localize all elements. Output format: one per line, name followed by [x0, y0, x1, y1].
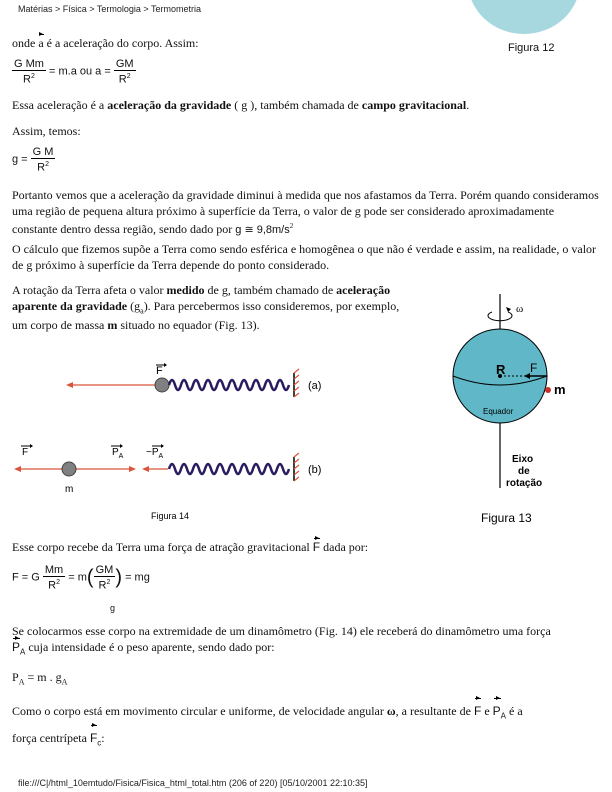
equator-label: Equador — [483, 407, 514, 416]
equation-force: F = G $\frac{Mm}{R^2}$ = m( $\frac{GM}{R^2}$ ) = mg — [12, 564, 150, 592]
equation-apparent-weight: $P_A = m$ . $g_A$ — [12, 670, 68, 687]
force-a-label: F — [156, 365, 163, 377]
dynamometer-a — [66, 363, 321, 397]
axis-label-1: Eixo — [512, 454, 534, 465]
mass-sphere-b — [62, 462, 76, 476]
label-a: (a) — [308, 380, 322, 392]
omega-label: ω — [516, 303, 524, 315]
footer-file-path: file:///C|/html_10emtudo/Fisica/Fisica_html_total.htm (206 of 220) [05/10/2001 22:10:35] — [18, 778, 368, 788]
paragraph-attraction-force: Esse corpo recebe da Terra uma força de atração gravitacional F dada por: — [12, 540, 369, 554]
label-b: (b) — [308, 464, 322, 476]
mass-sphere-a — [155, 378, 169, 392]
figure-12-earth-fragment — [468, 0, 580, 34]
pa-label: $P_A$ — [112, 447, 124, 460]
spring-b — [169, 464, 289, 474]
paragraph-earth-shape: O cálculo que fizemos supõe a Terra como sendo esférica e homogênea o que não é verdade e assim, na realidade, o valor de g próximo à superfície da Terra depende do ponto considerado. — [12, 242, 597, 272]
mass-b-label: m — [65, 484, 74, 495]
dynamometer-b — [14, 444, 321, 495]
figure-13-label: Figura 13 — [481, 511, 532, 525]
breadcrumb: Matérias > Física > Termologia > Termometria — [18, 4, 201, 14]
axis-label-2: de — [518, 466, 530, 477]
radius-label: R — [496, 362, 506, 377]
paragraph-g-constant: Portanto vemos que a aceleração da gravidade diminui à medida que nos afastamos da Terra. Porém quando consideramos uma região de pequena altura próximo à superfície da Terra, o valor de g pode ser considerado aproximadamente constante dentro dessa região, sendo dado por g ≅ $9,8m/s^2$ — [12, 188, 599, 236]
paragraph-dynamometer: Se colocarmos esse corpo na extremidade de um dinamômetro (Fig. 14) ele receberá do dinamômetro uma força $P_A$ cuja intensidade é o peso aparente, sendo dado por: — [12, 624, 551, 656]
paragraph-gravity-acceleration: Essa aceleração é a aceleração da gravidade ( g ), também chamada de campo gravitacional. — [12, 98, 470, 112]
paragraph-thus: Assim, temos: — [12, 124, 81, 138]
equation-newton: $\frac{\text{G Mm}}{R^2}$ = m.a ou a = $\frac{GM}{R^2}$ — [14, 58, 134, 86]
equation-under-g: g — [110, 603, 116, 613]
figure-14-label: Figura 14 — [151, 511, 190, 521]
force-label: F — [530, 361, 538, 375]
figure-13-diagram — [440, 290, 600, 535]
mass-point — [545, 387, 551, 393]
force-b-label: F — [22, 447, 29, 458]
minus-pa-label: $-P_A$ — [146, 447, 164, 460]
mass-label: m — [554, 382, 566, 397]
spring-a — [169, 380, 289, 390]
paragraph-acceleration-def: onde a é a aceleração do corpo. Assim: — [12, 36, 199, 50]
figure-14-diagram — [10, 352, 340, 524]
equation-g: g = $\frac{\text{G M}}{R^2}$ — [12, 146, 54, 174]
paragraph-rotation: A rotação da Terra afeta o valor medido de g, também chamado de aceleração aparente da gravidade $(g_a)$. Para percebermos isso consideremos, por exemplo, um corpo de massa m situado no equador (Fig. 13). — [12, 283, 400, 333]
paragraph-centripetal: Como o corpo está em movimento circular e uniforme, de velocidade angular ω, a resultante de F e $P_A$ é a força centrípeta $F_c$: — [12, 700, 602, 755]
figure-12-label: Figura 12 — [508, 42, 555, 54]
axis-label-3: rotação — [506, 478, 543, 489]
